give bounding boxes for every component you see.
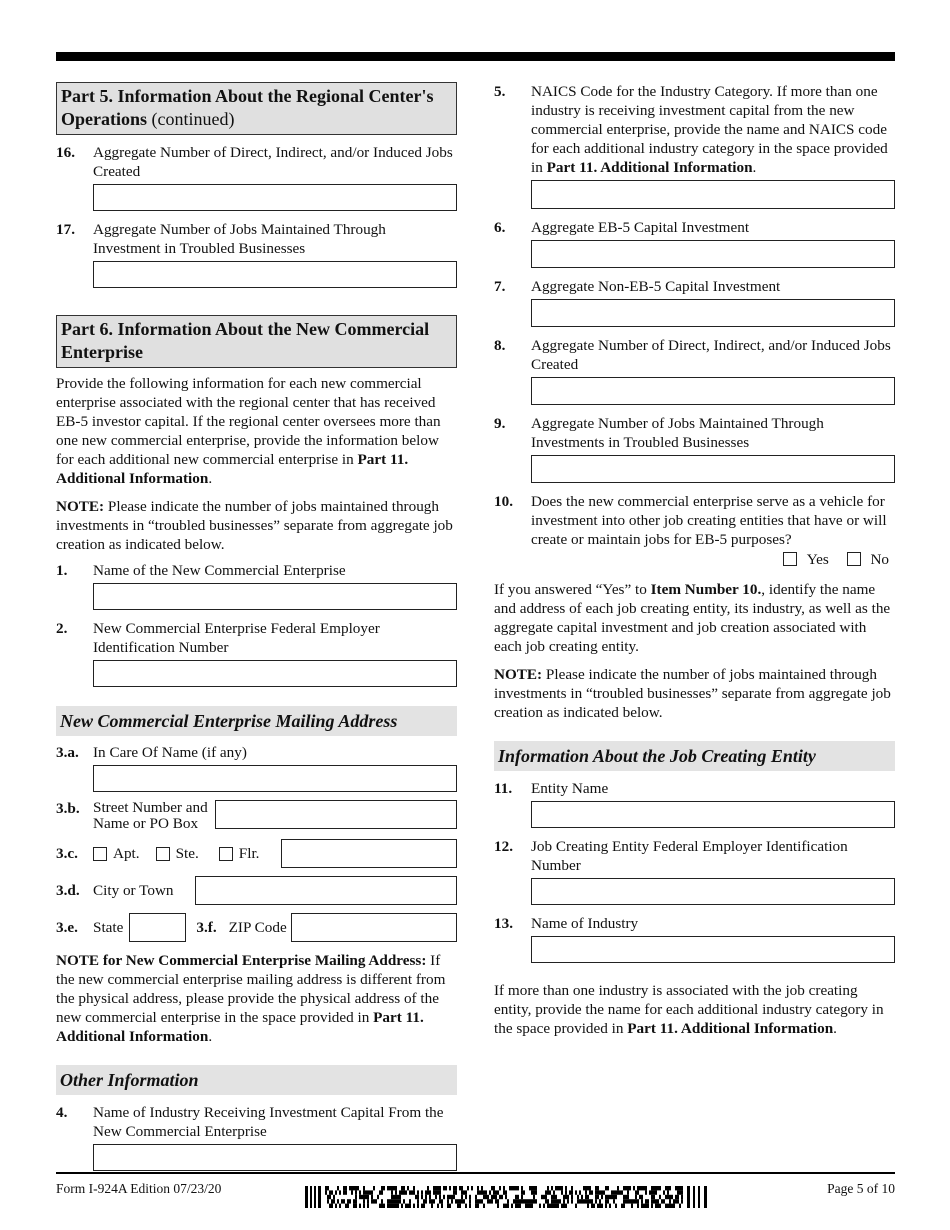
- page-footer: [56, 1172, 895, 1196]
- part6-header: Part 6. Information About the New Commercial Enterprise: [56, 315, 457, 368]
- item-6: 6. Aggregate EB-5 Capital Investment: [494, 218, 895, 268]
- barcode-image: [305, 1186, 711, 1208]
- item-4: 4. Name of Industry Receiving Investment Capital From the New Commercial Enterprise: [56, 1103, 457, 1171]
- zip-code-input[interactable]: [291, 913, 457, 942]
- item-9: 9. Aggregate Number of Jobs Maintained Through Investments in Troubled Businesses: [494, 414, 895, 483]
- form-edition: Form I-924A Edition 07/23/20: [56, 1181, 222, 1196]
- industry-name-input[interactable]: [93, 1144, 457, 1171]
- flr-checkbox[interactable]: [219, 847, 233, 861]
- item-3e-3f: 3.e. State 3.f. ZIP Code: [56, 913, 457, 942]
- item-11: 11. Entity Name: [494, 779, 895, 828]
- mailing-address-header: New Commercial Enterprise Mailing Address: [56, 706, 457, 736]
- if-yes-paragraph: If you answered “Yes” to Item Number 10., identify the name and address of each job creating entity, its industry, as well as the aggregate capital investment and job creation associated with each job creating entity.: [494, 581, 891, 655]
- item-13: 13. Name of Industry: [494, 914, 895, 963]
- jobs-maintained-input[interactable]: [93, 261, 457, 288]
- naics-code-input[interactable]: [531, 180, 895, 209]
- right-column: [494, 82, 895, 1038]
- page-number: Page 5 of 10: [827, 1181, 895, 1196]
- name-of-industry-input[interactable]: [531, 936, 895, 963]
- right-jobs-created-input[interactable]: [531, 377, 895, 405]
- street-input[interactable]: [215, 800, 457, 829]
- item-10: 10. Does the new commercial enterprise serve as a vehicle for investment into other job creating entities that have or will create or maintain jobs for EB-5 purposes? Yes No: [494, 492, 895, 569]
- item-12: 12. Job Creating Entity Federal Employer Identification Number: [494, 837, 895, 905]
- unit-number-input[interactable]: [281, 839, 457, 868]
- part6-intro: Provide the following information for each new commercial enterprise associated with the regional center that has received EB-5 investor capital. If the regional center oversees more than one new commercial enterprise, provide the information below for each additional new commercial enterprise in Part 11. Additional Information.: [56, 375, 441, 487]
- entity-ein-input[interactable]: [531, 878, 895, 905]
- part5-header: Part 5. Information About the Regional Center's Operations (continued): [56, 82, 457, 135]
- left-column: [56, 82, 457, 1171]
- apt-checkbox[interactable]: [93, 847, 107, 861]
- item-3b: 3.b. Street Number and Name or PO Box: [56, 800, 457, 832]
- top-rule: [56, 52, 895, 61]
- enterprise-ein-input[interactable]: [93, 660, 457, 687]
- item-7: 7. Aggregate Non-EB-5 Capital Investment: [494, 277, 895, 327]
- eb5-capital-input[interactable]: [531, 240, 895, 268]
- mailing-note: NOTE for New Commercial Enterprise Mailing Address: If the new commercial enterprise mailing address is different from the physical address, please provide the physical address of the new commercial enterprise in the space provided in Part 11. Additional Information.: [56, 952, 446, 1045]
- jobs-created-input[interactable]: [93, 184, 457, 211]
- item-3d: 3.d. City or Town: [56, 876, 457, 905]
- enterprise-name-input[interactable]: [93, 583, 457, 610]
- item-3c: 3.c. Apt. Ste. Flr.: [56, 839, 457, 868]
- no-checkbox[interactable]: [847, 552, 861, 566]
- part6-note: NOTE: Please indicate the number of jobs maintained through investments in “troubled businesses” separate from aggregate job creation as indicated below.: [56, 498, 453, 553]
- closing-paragraph: If more than one industry is associated with the job creating entity, provide the name for each additional industry category in the space provided in Part 11. Additional Information.: [494, 982, 884, 1037]
- city-input[interactable]: [195, 876, 457, 905]
- ste-checkbox[interactable]: [156, 847, 170, 861]
- item-1: 1. Name of the New Commercial Enterprise: [56, 561, 457, 610]
- right-jobs-maintained-input[interactable]: [531, 455, 895, 483]
- job-creating-entity-header: Information About the Job Creating Entity: [494, 741, 895, 771]
- other-information-header: Other Information: [56, 1065, 457, 1095]
- in-care-of-input[interactable]: [93, 765, 457, 792]
- yes-no-options: Yes No: [531, 550, 895, 569]
- state-input[interactable]: [129, 913, 186, 942]
- item-16: 16. Aggregate Number of Direct, Indirect, and/or Induced Jobs Created: [56, 143, 457, 211]
- yes-checkbox[interactable]: [783, 552, 797, 566]
- item-5: 5. NAICS Code for the Industry Category. If more than one industry is receiving investment capital from the new commercial enterprise, provide the name and NAICS code for each additional industry category in the space provided in Part 11. Additional Information.: [494, 82, 895, 209]
- entity-name-input[interactable]: [531, 801, 895, 828]
- right-note: NOTE: Please indicate the number of jobs maintained through investments in “troubled businesses” separate from aggregate job creation as indicated below.: [494, 666, 891, 721]
- item-2: 2. New Commercial Enterprise Federal Employer Identification Number: [56, 619, 457, 687]
- item-8: 8. Aggregate Number of Direct, Indirect, and/or Induced Jobs Created: [494, 336, 895, 405]
- item-17: 17. Aggregate Number of Jobs Maintained Through Investment in Troubled Businesses: [56, 220, 457, 288]
- non-eb5-capital-input[interactable]: [531, 299, 895, 327]
- item-3a: 3.a. In Care Of Name (if any): [56, 743, 457, 792]
